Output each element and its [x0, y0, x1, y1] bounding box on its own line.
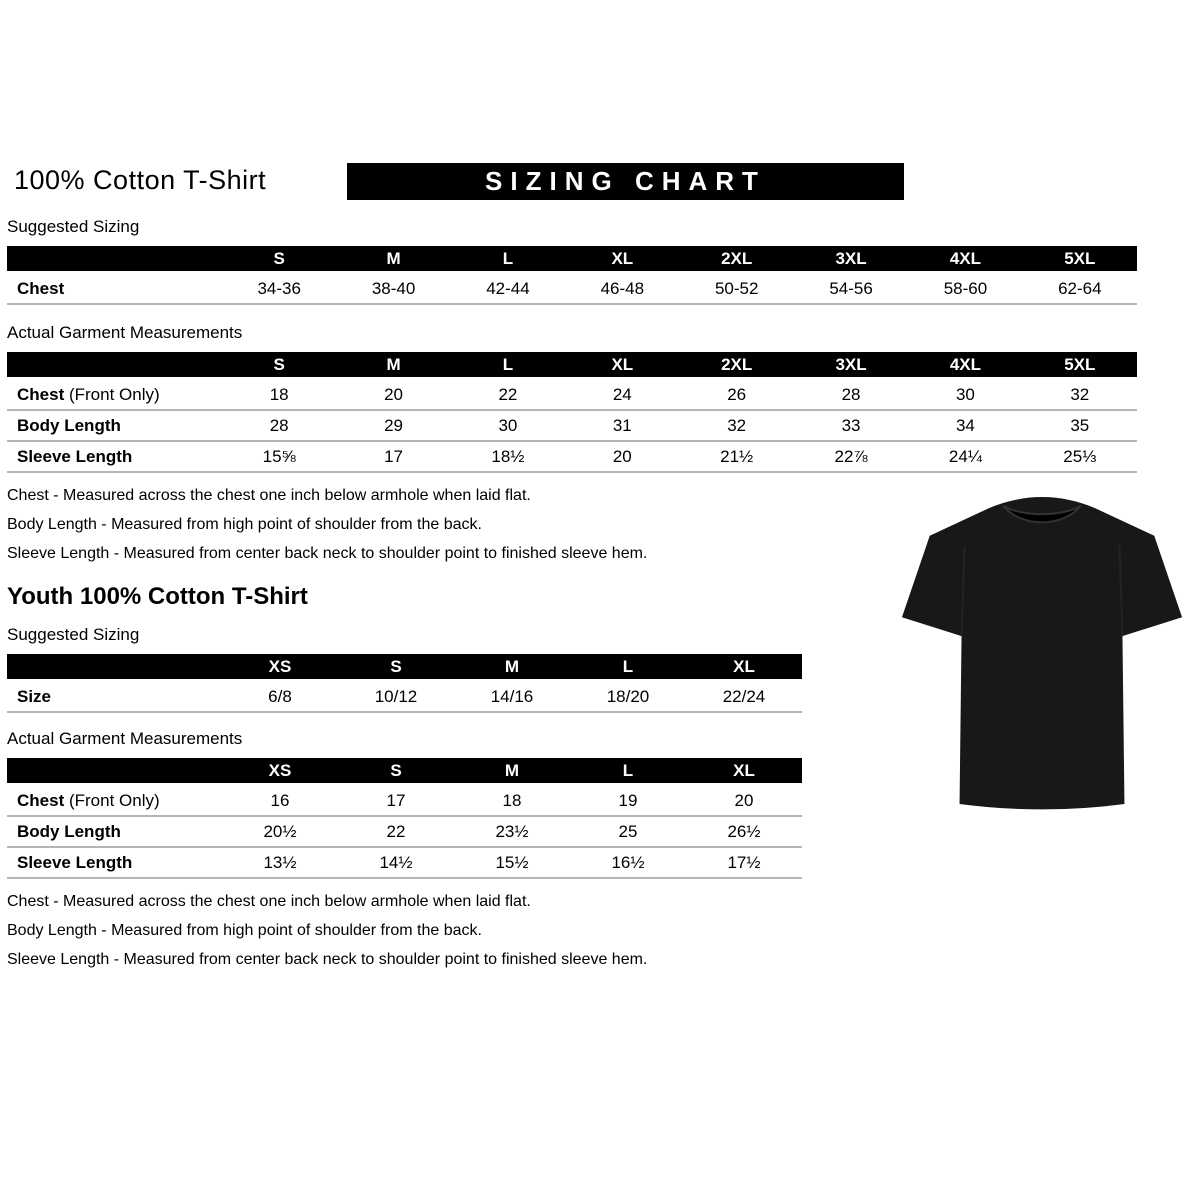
- header-row: [7, 654, 802, 681]
- adult-actual-measurements-label: Actual Garment Measurements: [7, 323, 243, 342]
- cell-value: 22/24: [686, 681, 802, 713]
- column-header-m: M: [454, 758, 570, 785]
- cell-value: 30: [908, 379, 1022, 411]
- column-header-s: S: [222, 352, 336, 379]
- cell-value: 23½: [454, 816, 570, 847]
- adult-suggested-sizing-label: Suggested Sizing: [7, 217, 140, 236]
- table-row: [7, 273, 1137, 305]
- cell-value: 32: [680, 410, 794, 441]
- cell-value: 35: [1023, 410, 1137, 441]
- row-label-text: Body Length: [17, 821, 121, 841]
- cell-value: 20: [336, 379, 450, 411]
- adult-suggested-sizing-table: [7, 246, 1137, 305]
- column-header-l: L: [570, 758, 686, 785]
- cell-value: 14½: [338, 847, 454, 878]
- cell-value: 18: [222, 379, 336, 411]
- cell-value: 6/8: [222, 681, 338, 713]
- cell-value: 22: [451, 379, 565, 411]
- header-row: [7, 246, 1137, 273]
- row-label-text: Sleeve Length: [17, 852, 133, 872]
- adult-note-sleeve-length: Sleeve Length - Measured from center back neck to shoulder point to finished sleeve hem.: [7, 545, 648, 562]
- cell-value: 34: [908, 410, 1022, 441]
- cell-value: 19: [570, 785, 686, 817]
- row-label-text: Chest: [17, 790, 65, 810]
- sizing-chart-banner: SIZING CHART: [347, 163, 904, 200]
- cell-value: 30: [451, 410, 565, 441]
- column-header-l: L: [451, 352, 565, 379]
- cell-value: 24: [565, 379, 679, 411]
- column-header-2xl: 2XL: [680, 352, 794, 379]
- adult-note-body-length: Body Length - Measured from high point of shoulder from the back.: [7, 516, 482, 533]
- row-label-suffix: (Front Only): [64, 384, 160, 404]
- youth-suggested-sizing-table: [7, 654, 802, 713]
- cell-value: 17½: [686, 847, 802, 878]
- table-row: [7, 847, 802, 878]
- row-label-text: Chest: [17, 278, 65, 298]
- column-header-2xl: 2XL: [680, 246, 794, 273]
- adult-title: 100% Cotton T-Shirt: [14, 165, 267, 195]
- cell-value: 58-60: [908, 273, 1022, 305]
- cell-value: 25⅓: [1023, 441, 1137, 472]
- table-row: [7, 379, 1137, 411]
- column-header-xl: XL: [565, 352, 679, 379]
- row-label-text: Sleeve Length: [17, 446, 133, 466]
- cell-value: 50-52: [680, 273, 794, 305]
- cell-value: 15½: [454, 847, 570, 878]
- cell-value: 32: [1023, 379, 1137, 411]
- cell-value: 28: [794, 379, 908, 411]
- column-header-xs: XS: [222, 758, 338, 785]
- cell-value: 26½: [686, 816, 802, 847]
- table-row: [7, 410, 1137, 441]
- cell-value: 21½: [680, 441, 794, 472]
- table-row: [7, 441, 1137, 472]
- adult-header-row: [7, 163, 1147, 205]
- youth-note-body-length: Body Length - Measured from high point of shoulder from the back.: [7, 922, 482, 939]
- youth-actual-measurements-table: [7, 758, 802, 879]
- tshirt-image: [893, 476, 1191, 824]
- cell-value: 17: [338, 785, 454, 817]
- cell-value: 16: [222, 785, 338, 817]
- row-label-text: Size: [17, 686, 52, 706]
- cell-value: 20: [686, 785, 802, 817]
- row-label-text: Body Length: [17, 415, 121, 435]
- cell-value: 33: [794, 410, 908, 441]
- row-label: [7, 785, 222, 817]
- row-label: [7, 847, 222, 878]
- column-header-s: S: [338, 758, 454, 785]
- cell-value: 14/16: [454, 681, 570, 713]
- row-label: [7, 441, 222, 472]
- cell-value: 42-44: [451, 273, 565, 305]
- youth-notes: [7, 893, 1147, 969]
- column-header-m: M: [336, 352, 450, 379]
- row-label-text: Chest: [17, 384, 65, 404]
- row-label-suffix: (Front Only): [64, 790, 160, 810]
- column-header-xl: XL: [686, 758, 802, 785]
- table-row: [7, 785, 802, 817]
- youth-title: Youth 100% Cotton T-Shirt: [7, 583, 308, 610]
- cell-value: 18: [454, 785, 570, 817]
- cell-value: 24¼: [908, 441, 1022, 472]
- row-label: [7, 273, 222, 305]
- tshirt-body: [902, 497, 1182, 809]
- column-header-m: M: [454, 654, 570, 681]
- cell-value: 22⅞: [794, 441, 908, 472]
- adult-actual-measurements-table: [7, 352, 1137, 473]
- youth-suggested-sizing-label: Suggested Sizing: [7, 625, 140, 644]
- column-header-5xl: 5XL: [1023, 246, 1137, 273]
- cell-value: 25: [570, 816, 686, 847]
- youth-note-chest: Chest - Measured across the chest one inch below armhole when laid flat.: [7, 893, 531, 910]
- header-corner: [7, 758, 222, 785]
- cell-value: 29: [336, 410, 450, 441]
- cell-value: 10/12: [338, 681, 454, 713]
- youth-actual-measurements-label: Actual Garment Measurements: [7, 729, 243, 748]
- cell-value: 20: [565, 441, 679, 472]
- cell-value: 28: [222, 410, 336, 441]
- table-row: [7, 816, 802, 847]
- header-row: [7, 758, 802, 785]
- column-header-3xl: 3XL: [794, 352, 908, 379]
- column-header-m: M: [336, 246, 450, 273]
- column-header-3xl: 3XL: [794, 246, 908, 273]
- adult-note-chest: Chest - Measured across the chest one inch below armhole when laid flat.: [7, 487, 531, 504]
- cell-value: 22: [338, 816, 454, 847]
- header-corner: [7, 246, 222, 273]
- cell-value: 18½: [451, 441, 565, 472]
- column-header-4xl: 4XL: [908, 352, 1022, 379]
- column-header-5xl: 5XL: [1023, 352, 1137, 379]
- column-header-xs: XS: [222, 654, 338, 681]
- cell-value: 46-48: [565, 273, 679, 305]
- cell-value: 17: [336, 441, 450, 472]
- row-label: [7, 379, 222, 411]
- column-header-xl: XL: [565, 246, 679, 273]
- row-label: [7, 410, 222, 441]
- cell-value: 54-56: [794, 273, 908, 305]
- cell-value: 20½: [222, 816, 338, 847]
- row-label: [7, 816, 222, 847]
- cell-value: 34-36: [222, 273, 336, 305]
- cell-value: 16½: [570, 847, 686, 878]
- cell-value: 38-40: [336, 273, 450, 305]
- cell-value: 26: [680, 379, 794, 411]
- column-header-l: L: [570, 654, 686, 681]
- header-row: [7, 352, 1137, 379]
- column-header-s: S: [338, 654, 454, 681]
- header-corner: [7, 654, 222, 681]
- column-header-xl: XL: [686, 654, 802, 681]
- spacer: [7, 305, 1147, 323]
- column-header-l: L: [451, 246, 565, 273]
- cell-value: 13½: [222, 847, 338, 878]
- header-corner: [7, 352, 222, 379]
- youth-note-sleeve-length: Sleeve Length - Measured from center back neck to shoulder point to finished sleeve hem.: [7, 951, 648, 968]
- cell-value: 15⅝: [222, 441, 336, 472]
- cell-value: 62-64: [1023, 273, 1137, 305]
- table-row: [7, 681, 802, 713]
- cell-value: 18/20: [570, 681, 686, 713]
- column-header-s: S: [222, 246, 336, 273]
- column-header-4xl: 4XL: [908, 246, 1022, 273]
- cell-value: 31: [565, 410, 679, 441]
- row-label: [7, 681, 222, 713]
